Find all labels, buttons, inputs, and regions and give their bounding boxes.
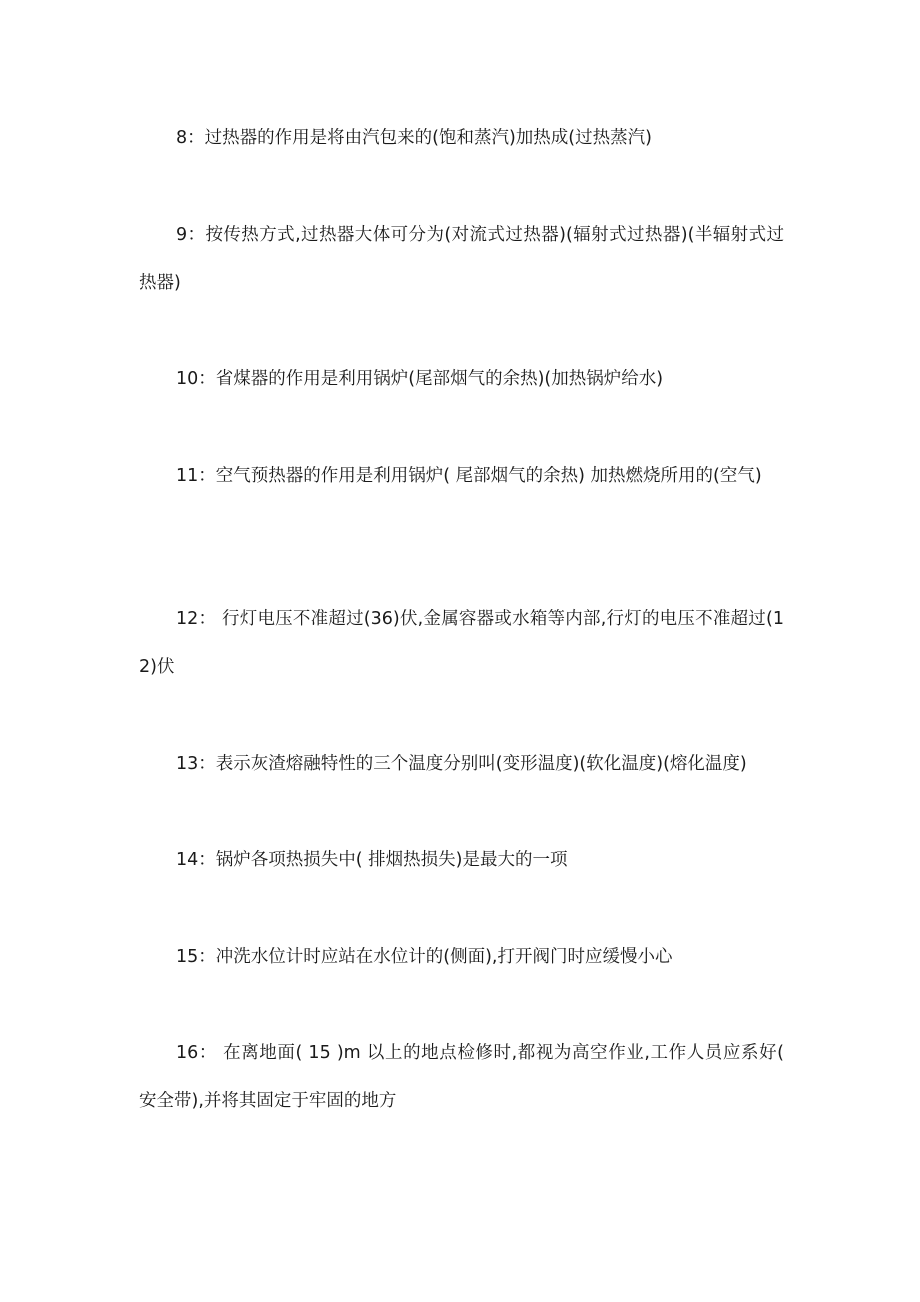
question-9: 9：按传热方式,过热器大体可分为(对流式过热器)(辐射式过热器)(半辐射式过热器) (139, 225, 784, 293)
question-12: 12： 行灯电压不准超过(36)伏,金属容器或水箱等内部,行灯的电压不准超过(12)伏 (139, 609, 784, 677)
question-10: 10：省煤器的作用是利用锅炉(尾部烟气的余热)(加热锅炉给水) (176, 369, 664, 389)
question-8: 8：过热器的作用是将由汽包来的(饱和蒸汽)加热成(过热蒸汽) (176, 128, 652, 148)
question-13: 13：表示灰渣熔融特性的三个温度分别叫(变形温度)(软化温度)(熔化温度) (176, 754, 747, 774)
question-16: 16： 在离地面( 15 )m 以上的地点检修时,都视为高空作业,工作人员应系好( 安全带),并将其固定于牢固的地方 (139, 1043, 784, 1111)
question-15: 15：冲洗水位计时应站在水位计的(侧面),打开阀门时应缓慢小心 (176, 947, 673, 967)
question-11: 11：空气预热器的作用是利用锅炉( 尾部烟气的余热) 加热燃烧所用的(空气) (176, 466, 762, 486)
question-14: 14：锅炉各项热损失中( 排烟热损失)是最大的一项 (176, 850, 568, 870)
